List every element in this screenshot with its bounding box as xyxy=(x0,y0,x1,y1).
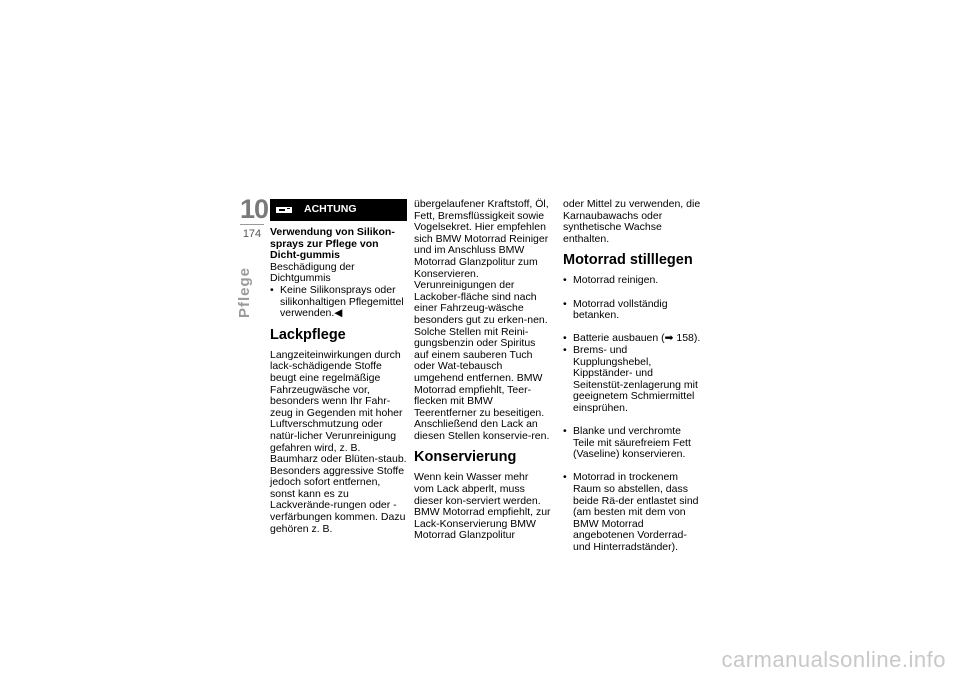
column-1 xyxy=(270,199,407,535)
warning-text: Beschädigung der Dichtgummis xyxy=(270,260,355,285)
column-2 xyxy=(414,199,551,542)
list-item: • Motorrad in trockenem Raum so abstellen, dass beide Rä-der entlastet sind (am besten mit dem von BMW Motorrad angebotenen Vorderrad- und Hinterradständer). xyxy=(563,472,703,553)
chapter-title: Pflege xyxy=(236,266,253,318)
section-title-lackpflege: Lackpflege xyxy=(270,326,346,343)
paragraph: Besonders aggressive Stoffe jedoch sofort entfernen, sonst kann es zu Lackverände-rungen oder -verfärbungen kommen. Dazu gehören z. B. xyxy=(270,464,406,535)
warning-heading: Verwendung von Silikon-sprays zur Pflege von Dicht-gummis xyxy=(270,226,395,262)
paragraph: übergelaufener Kraftstoff, Öl, Fett, Bremsflüssigkeit sowie Vogelsekret. Hier empfehlen sich BMW Motorrad Reiniger und im Anschluss BMW Motorrad Glanzpolitur zum Konservieren. Verunreinigungen der Lackober-fläche sind nach einer Fahrzeug-wäsche besonders gut zu erken-nen. Solche Stellen mit Reini-gungsbenzin oder Spiritus auf einem sauberen Tuch oder Wat-tebausch umgehend entfernen. BMW Motorrad empfiehlt, Teer-flecken mit BMW Teerentferner zu beseitigen. Anschließend den Lack an diesen Stellen konservie-ren. xyxy=(414,198,550,442)
paragraph: Langzeiteinwirkungen durch lack-schädigende Stoffe beugt eine regelmäßige Fahrzeugwäsche vor, besonders wenn Ihr Fahr-zeug in Gegenden mit hoher Luftverschmutzung oder natür-licher Verunreinigung gefahren wird, z. B. Baumharz oder Blüten-staub. xyxy=(270,348,407,466)
motorcycle-warning-icon xyxy=(276,205,292,215)
chapter-divider xyxy=(240,224,264,225)
page-number: 174 xyxy=(242,228,262,240)
chapter-number: 10 xyxy=(240,194,269,224)
warning-banner xyxy=(270,199,407,221)
list-item: • Batterie ausbauen (➡ 158). xyxy=(563,333,703,345)
warning-bullet: • Keine Silikonsprays oder silikonhaltigen Pflegemittel verwenden.◀ xyxy=(270,285,407,320)
section-title-stilllegen: Motorrad stilllegen xyxy=(563,252,693,269)
paragraph: oder Mittel zu verwenden, die Karnaubawachs oder synthetische Wachse enthalten. xyxy=(563,198,701,245)
steps-list xyxy=(563,275,703,553)
list-item: • Brems- und Kupplungshebel, Kippständer- und Seitenstüt-zenlagerung mit geeignetem Schmiermittel einsprühen. xyxy=(563,345,703,415)
warning-list xyxy=(270,285,407,320)
list-item: • Motorrad reinigen. xyxy=(563,275,703,287)
paragraph: Wenn kein Wasser mehr vom Lack abperlt, muss dieser kon-serviert werden. xyxy=(414,471,541,507)
column-3 xyxy=(563,199,703,565)
paragraph: BMW Motorrad empfiehlt, zur Lack-Konservierung BMW Motorrad Glanzpolitur xyxy=(414,506,551,542)
watermark: carmanualsonline.info xyxy=(721,647,946,672)
list-item: • Motorrad vollständig betanken. xyxy=(563,299,703,322)
list-item: • Blanke und verchromte Teile mit säurefreiem Fett (Vaseline) konservieren. xyxy=(563,426,703,461)
chapter-marker xyxy=(240,194,269,240)
warning-label: ACHTUNG xyxy=(304,203,357,216)
section-title-konservierung: Konservierung xyxy=(414,449,517,466)
